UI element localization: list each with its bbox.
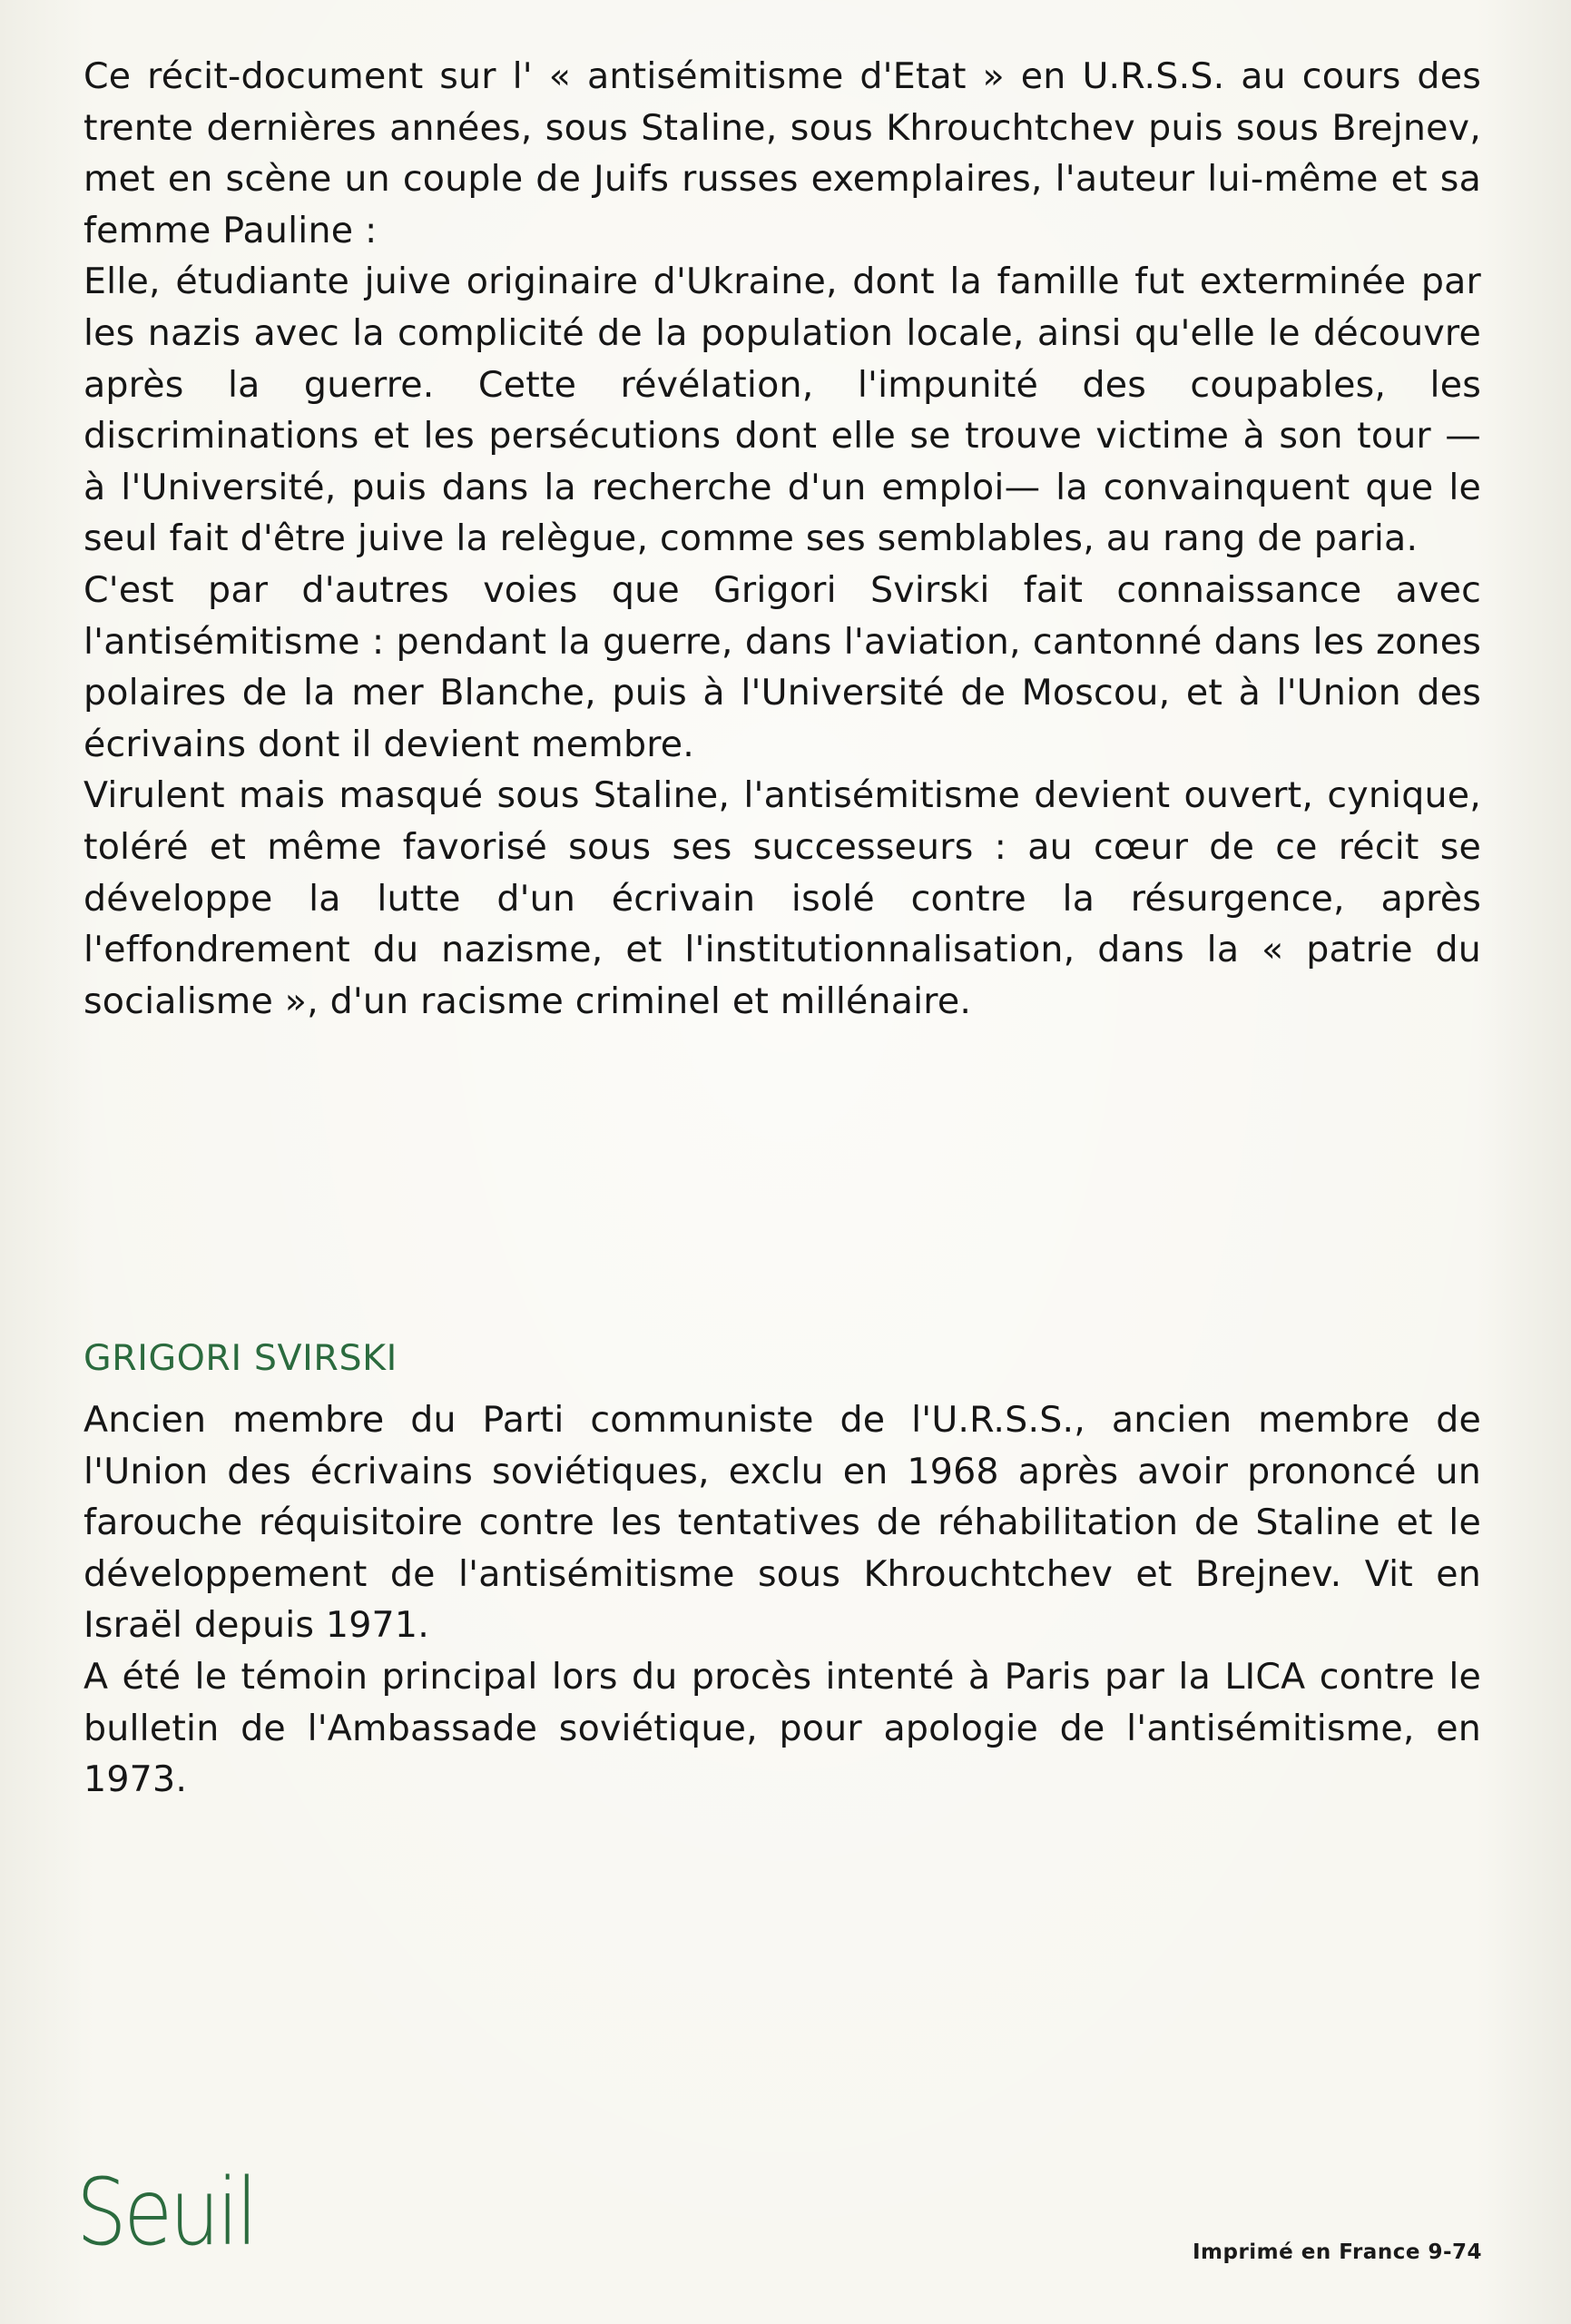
author-bio	[83, 1394, 1481, 1806]
author-name-heading: GRIGORI SVIRSKI	[83, 1337, 398, 1379]
summary-text	[83, 51, 1481, 1027]
imprint-line: Imprimé en France 9-74	[1192, 2240, 1482, 2264]
summary-paragraph-1: Ce récit-document sur l' « antisémitisme d'Etat » en U.R.S.S. au cours des trente dernières années, sous Staline, sous Khrouchtchev puis sous Brejnev, met en scène un couple de Juifs russes exemplaires, l'auteur lui-même et sa femme Pauline :	[83, 55, 1481, 251]
author-bio-paragraph-1: Ancien membre du Parti communiste de l'U.R.S.S., ancien membre de l'Union des écrivains soviétiques, exclu en 1968 après avoir prononcé un farouche réquisitoire contre les tentatives de réhabilitation de Staline et le développement de l'antisémitisme sous Khrouchtchev et Brejnev. Vit en Israël depuis 1971.	[83, 1399, 1481, 1647]
summary-paragraph-3: C'est par d'autres voies que Grigori Svirski fait connaissance avec l'antisémitisme : pendant la guerre, dans l'aviation, cantonné dans les zones polaires de la mer Blanche, puis à l'Université de Moscou, et à l'Union des écrivains dont il devient membre.	[83, 568, 1481, 765]
summary-paragraph-4: Virulent mais masqué sous Staline, l'antisémitisme devient ouvert, cynique, toléré et même favorisé sous ses successeurs : au cœur de ce récit se développe la lutte d'un écrivain isolé contre la résurgence, après l'effondrement du nazisme, et l'institutionnalisation, dans la « patrie du socialisme », d'un racisme criminel et millénaire.	[83, 774, 1481, 1022]
summary-paragraph-2: Elle, étudiante juive originaire d'Ukraine, dont la famille fut exterminée par les nazis avec la complicité de la population locale, ainsi qu'elle le découvre après la guerre. Cette révélation, l'impunité des coupables, les discriminations et les persécutions dont elle se trouve victime à son tour — à l'Université, puis dans la recherche d'un emploi— la convainquent que le seul fait d'être juive la relègue, comme ses semblables, au rang de paria.	[83, 261, 1481, 560]
seuil-logo: Seuil	[76, 2159, 255, 2267]
author-bio-paragraph-2: A été le témoin principal lors du procès intenté à Paris par la LICA contre le bulletin de l'Ambassade soviétique, pour apologie de l'antisémitisme, en 1973.	[83, 1655, 1481, 1801]
